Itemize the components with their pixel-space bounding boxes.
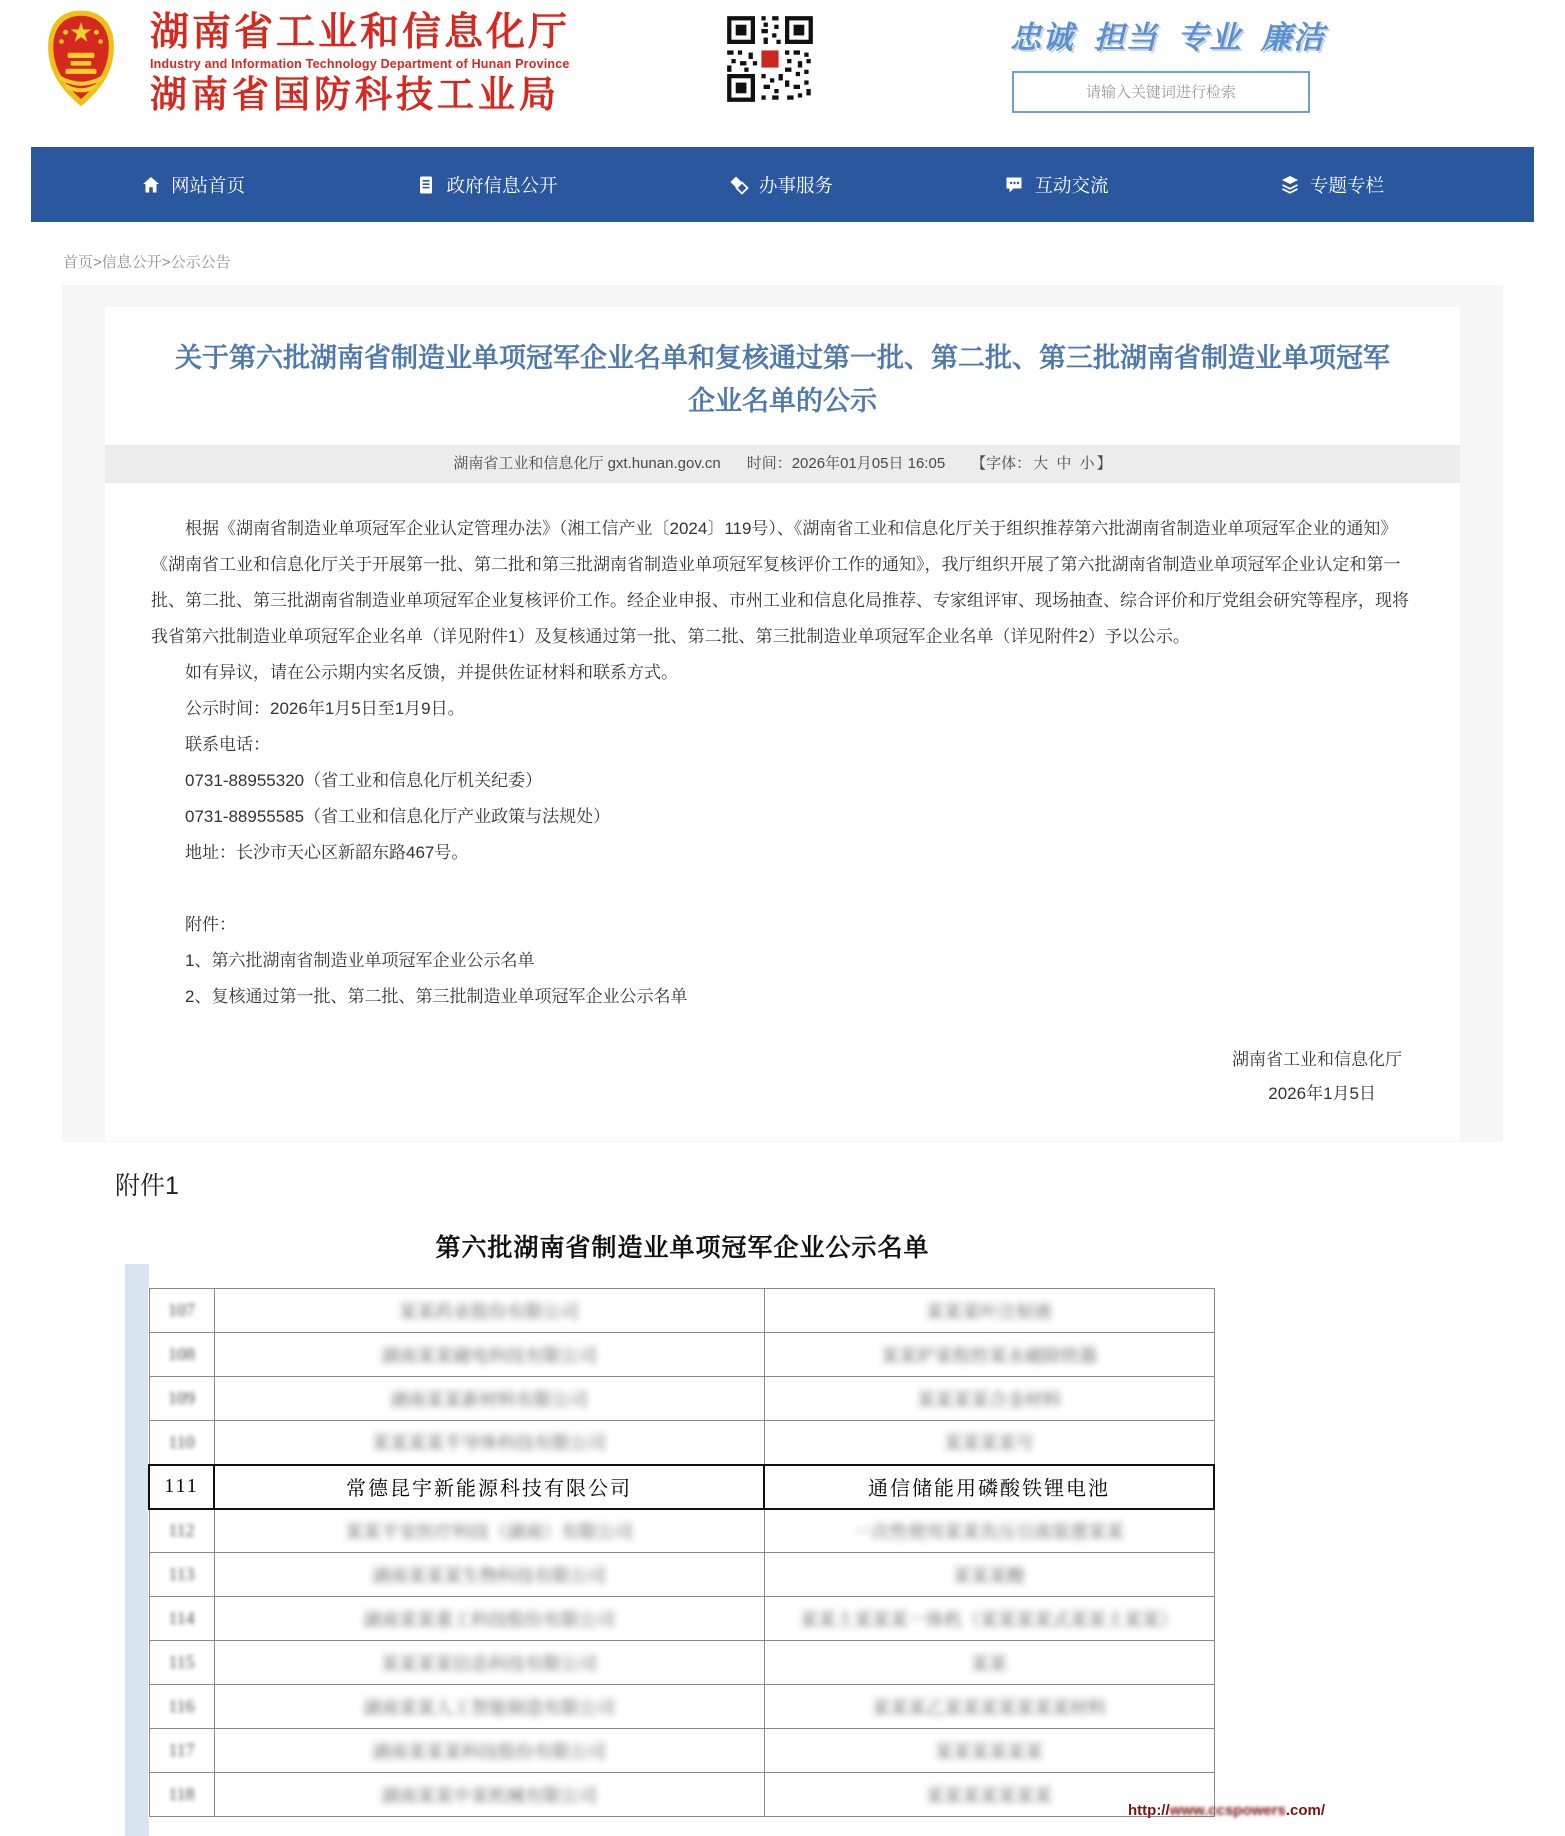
nav-item-label: 网站首页 <box>171 174 246 196</box>
home-icon <box>141 175 161 195</box>
layers-icon <box>1280 175 1300 195</box>
paragraph: 根据《湖南省制造业单项冠军企业认定管理办法》（湘工信产业〔2024〕119号）、《湖南省工业和信息化厅关于组织推荐第六批湖南省制造业单项冠军企业的通知》《湖南省工业和信息化厅关于开展第一批、第二批和第三批湖南省制造业单项冠军复核评价工作的通知》，我厅组织开展了第六批湖南省制造业单项冠军企业认定和第一批、第二批、第三批湖南省制造业单项冠军企业复核评价工作。经企业申报、市州工业和信息化局推荐、专家组评审、现场抽查、综合评价和厅党组会研究等程序，现将我省第六批制造业单项冠军企业名单（详见附件1）及复核通过第一批、第二批、第三批制造业单项冠军企业名单（详见附件2）予以公示。 <box>151 519 1409 646</box>
article-source: 湖南省工业和信息化厅 gxt.hunan.gov.cn <box>453 455 721 472</box>
table-row: 108 湖南某某磁电科技有限公司 某某炉某程控某永磁除铁器 <box>149 1333 1214 1377</box>
table-row: 113 湖南某某某生物科技有限公司 某某某酸 <box>149 1553 1214 1597</box>
slogan-banner: 忠诚 担当 专业 廉洁 <box>1010 20 1325 55</box>
signature-org: 湖南省工业和信息化厅 <box>1232 1050 1402 1069</box>
breadcrumb-separator: > <box>93 254 102 271</box>
paragraph: 公示时间：2026年1月5日至1月9日。 <box>185 699 465 718</box>
nav-item-label: 专题专栏 <box>1309 174 1384 196</box>
chat-icon <box>1004 175 1024 195</box>
font-size-label-close: 】 <box>1096 455 1112 472</box>
breadcrumb-home[interactable]: 首页 <box>63 254 94 271</box>
attachments-label: 附件： <box>185 915 236 934</box>
nav-item-gov-info[interactable] <box>416 172 557 198</box>
table-row: 112 某某平安医疗科技（湖南）有限公司 一次性使用某某负压引流装置某某 <box>149 1509 1214 1553</box>
page-title: 关于第六批湖南省制造业单项冠军企业名单和复核通过第一批、第二批、第三批湖南省制造业单项冠军企业名单的公示 <box>175 343 1390 416</box>
attachment1-table-title: 第六批湖南省制造业单项冠军企业公示名单 <box>435 1235 930 1262</box>
paragraph: 如有异议，请在公示期内实名反馈，并提供佐证材料和联系方式。 <box>185 663 678 682</box>
nav-item-label: 政府信息公开 <box>446 174 558 196</box>
attachment1-document <box>125 1220 1240 1817</box>
table-row: 109 湖南某某新材料有限公司 某某某某合金材料 <box>149 1377 1214 1421</box>
article-meta-bar <box>105 445 1460 483</box>
attachment1-label: 附件1 <box>115 1172 179 1200</box>
champion-enterprise-table <box>148 1288 1215 1817</box>
document-icon <box>416 175 436 195</box>
breadcrumb-notices[interactable]: 公示公告 <box>170 254 231 271</box>
table-row-highlighted <box>149 1465 1214 1509</box>
qr-code <box>725 14 815 104</box>
breadcrumb <box>63 251 1565 272</box>
nav-item-interaction[interactable] <box>1004 172 1108 198</box>
attachment-link-2[interactable]: 2、复核通过第一批、第二批、第三批制造业单项冠军企业公示名单 <box>185 987 688 1006</box>
breadcrumb-info[interactable]: 信息公开 <box>101 254 162 271</box>
national-emblem-logo <box>45 8 117 112</box>
breadcrumb-separator: > <box>161 254 171 271</box>
company-name-cell: 常德昆宇新能源科技有限公司 <box>214 1465 764 1509</box>
nav-item-services[interactable] <box>729 172 833 198</box>
row-number-cell: 111 <box>149 1465 214 1509</box>
table-row: 107 某某药业股份有限公司 某某某叶注射液 <box>149 1289 1214 1333</box>
signature-date: 2026年1月5日 <box>1268 1084 1376 1103</box>
nav-item-label: 互动交流 <box>1034 174 1109 196</box>
article-body <box>105 483 1460 1111</box>
attachment1-section <box>0 1166 1565 1817</box>
font-size-large-button[interactable]: 大 <box>1033 455 1049 472</box>
search-input[interactable] <box>1012 71 1310 113</box>
nav-item-special-topics[interactable] <box>1280 172 1384 198</box>
font-size-small-button[interactable]: 小 <box>1079 455 1095 472</box>
table-row: 115 某某某某信息科技有限公司 某某 <box>149 1641 1214 1685</box>
attachment-link-1[interactable]: 1、第六批湖南省制造业单项冠军企业公示名单 <box>185 951 535 970</box>
font-size-medium-button[interactable]: 中 <box>1056 455 1072 472</box>
signature-block <box>151 1043 1414 1111</box>
table-row: 114 湖南某某重工科技股份有限公司 某某土某某某一体机（某某某某式某某土某某） <box>149 1597 1214 1641</box>
font-size-label: 【字体： <box>971 455 1032 472</box>
article-card <box>105 307 1460 1141</box>
table-row: 110 某某某某半导体科技有限公司 某某某某号 <box>149 1421 1214 1465</box>
header-right-column <box>1010 12 1325 113</box>
product-cell: 通信储能用磷酸铁锂电池 <box>764 1465 1214 1509</box>
site-watermark: http://www.ccspowers.com/ <box>1128 1802 1325 1819</box>
table-row: 118 湖南某某中某机械有限公司 某某某某某某某 <box>149 1773 1214 1817</box>
article-container <box>62 285 1503 1142</box>
org-title-cn: 湖南省工业和信息化厅 <box>150 11 571 54</box>
table-row: 117 湖南某某某科技股份有限公司 某某某某某某 <box>149 1729 1214 1773</box>
main-navigation <box>31 147 1534 222</box>
paragraph: 地址：长沙市天心区新韶东路467号。 <box>185 843 469 862</box>
org-title-block <box>150 10 570 117</box>
paragraph: 0731-88955585（省工业和信息化厅产业政策与法规处） <box>185 807 611 826</box>
org-title2-cn: 湖南省国防科技工业局 <box>150 74 560 115</box>
article-time: 时间：2026年01月05日 16:05 <box>746 455 946 472</box>
service-diamond-icon <box>729 175 749 195</box>
table-row: 116 湖南某某人工智能制造有限公司 某某某乙某某某某某某某材料 <box>149 1685 1214 1729</box>
nav-item-label: 办事服务 <box>758 174 833 196</box>
paragraph: 0731-88955320（省工业和信息化厅机关纪委） <box>185 771 543 790</box>
site-header <box>0 0 1565 147</box>
nav-item-home[interactable] <box>141 172 245 198</box>
paragraph: 联系电话： <box>185 735 270 754</box>
org-subtitle-en: Industry and Information Technology Department of Hunan Province <box>150 57 570 71</box>
